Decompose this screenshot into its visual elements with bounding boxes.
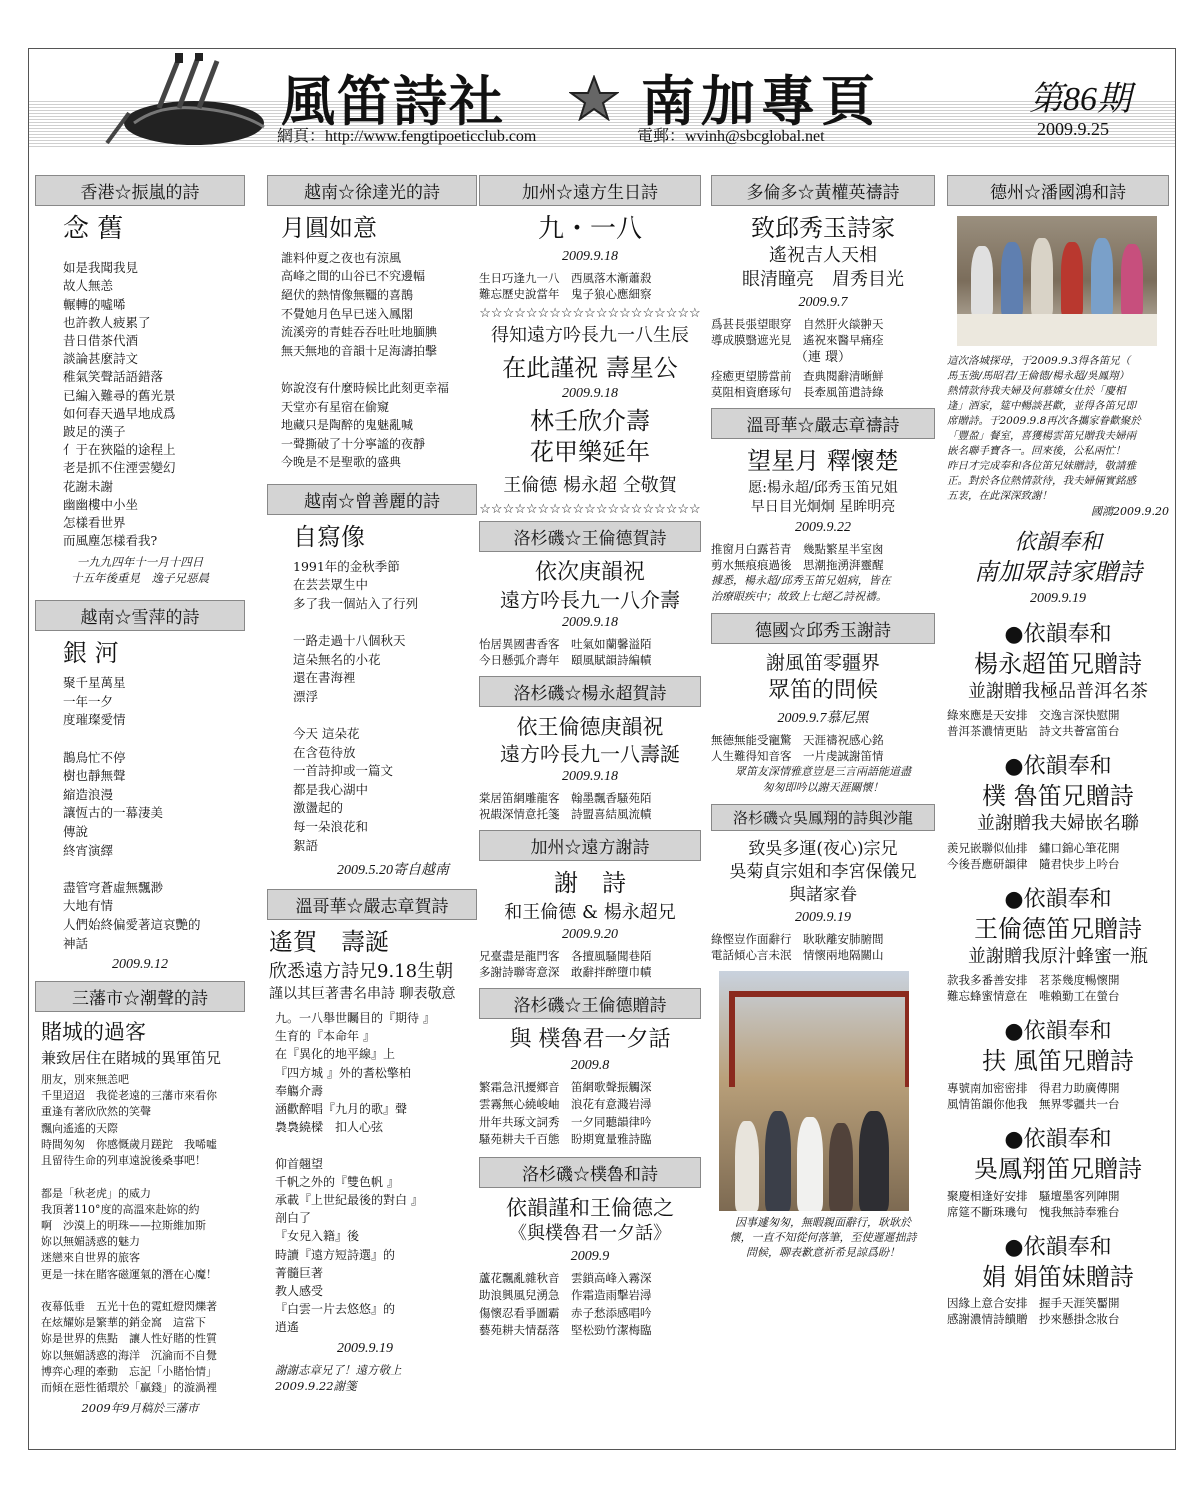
photo-person [1061, 242, 1083, 316]
poem-title: 致吳多運(夜心)宗兄 [748, 838, 898, 859]
section-header: 加州☆遠方謝詩 [479, 830, 701, 861]
poem-body: 九。一八舉世矚目的『期待 』 生育的『本命年 』 在『異化的地平線』上 『四方城 』外的耆松擎柏 奉觴介壽 涵歡醉唱『九月的歌』聲 裊裊繞樑 扣人心弦 仰首翹望 千帆之外的『雙色帆 』 承載『上世紀最後的對白 』 剖白了 『女兒入籍』後 時讀『遠方短詩選』的 菁髓巨著 教人感受 『白雲一片去悠悠』的 逍遙 [275, 1011, 435, 1335]
heading: 南加眾詩家贈詩 [974, 558, 1142, 587]
photo-person [1001, 242, 1023, 316]
section-header: 越南☆徐達光的詩 [267, 175, 477, 206]
greeting-line: 花甲樂延年 [530, 438, 650, 467]
poem-body: 1991年的金秋季節 在芸芸眾生中 多了我一個站入了行列 一路走過十八個秋天 這朵無名的小花 還在書海裡 漂浮 今天 這朵花 在含苞待放 一首詩抑或一篇文 都是我心湖中 激盪起的 每一朵浪花和 絮語 [293, 558, 419, 853]
poem-subtitle: 愿:楊永超/邱秀玉笛兄姐 [748, 479, 898, 496]
poem-date: 2009.9.7慕尼黑 [777, 710, 869, 726]
section-header: 洛杉磯☆王倫德贈詩 [479, 988, 701, 1019]
section-header: 洛杉磯☆王倫德賀詩 [479, 521, 701, 552]
poem-subtitle: 遙祝吉人天相 [769, 244, 877, 266]
column-3 [479, 175, 701, 1445]
issue-number: 第86期 [1029, 81, 1131, 118]
poem-body: 兄臺盡是龍門客 各擅風騷聞巷陌 多謝詩聯寄意深 敢辭拌醉墮巾幘 [479, 949, 652, 980]
poem-subtitle: 並謝贈我原汁蜂蜜一瓶 [968, 945, 1148, 967]
masthead [29, 49, 1175, 161]
poem-body: 推窗月白露苔青 幾點繁星半室囪 剪水無痕痕過後 思潮拖湧湃靈醒 [711, 541, 884, 572]
heading: 依韻奉和 [1013, 530, 1102, 555]
poem-body: 如是我聞我見 故人無恙 輾轉的噓唏 也許教人疲累了 昔日借茶代酒 談論甚麼詩文 稚氣笑聲話語錯落 已編入難尋的舊光景 如何春天過早地成爲 跛足的漢子 亻于在狹隘的途程上 老是抓不住湮雲變幻 花謝未謝 幽幽樓中小坐 怎樣看世界 而風塵怎樣看我? [63, 260, 176, 549]
poem-body: 羨兄嵌聯似仙排 繡口錦心筆花開 今後吾應研韻律 隨君快步上吟台 [947, 840, 1120, 871]
poem-body: 聚千星萬星 一年一夕 度璀璨愛情 鵲鳥忙不停 樹也靜無聲 縮造浪漫 讓恆古的一幕淒美 傳說 終宵演繹 盡管穹蒼虛無飄渺 大地有情 人們始終偏愛著這哀艷的 神話 [63, 675, 201, 951]
photo-person [735, 1121, 759, 1211]
poem-heading: ●依韻奉和 [1004, 886, 1112, 912]
poem-title: 遙賀 壽誕 [269, 928, 389, 957]
photo-person [829, 1123, 853, 1211]
section-header: 洛杉磯☆楊永超賀詩 [479, 676, 701, 707]
poem-title: 與 樸魯君一夕話 [509, 1027, 671, 1053]
star-icon [569, 75, 619, 121]
poem-title: 遠方吟長九一八壽誕 [500, 742, 680, 767]
photo-person [971, 246, 993, 316]
poem-date: 2009.9.19 [337, 1340, 393, 1356]
poem-heading: ●依韻奉和 [1004, 1019, 1112, 1045]
photo-table [957, 314, 1157, 346]
poem-title: 銀 河 [63, 639, 119, 668]
section-header: 越南☆雪萍的詩 [35, 600, 245, 631]
poem-subtitle: 眼清瞳亮 眉秀目光 [742, 269, 904, 291]
continued-label: （連 環） [794, 349, 852, 365]
photo-person [1091, 238, 1113, 316]
poem-body: 蘆花飄亂雜秋音 雲鎖高峰入霧深 助浪興風兒湧急 作霜造雨擊岩潯 傷懷忍看爭圖霸 赤子愁添感唱吟 藝苑耕夫情磊落 堅松勁竹潔梅臨 [479, 1270, 652, 1338]
poem-subtitle: 並謝贈我夫婦嵌名聯 [977, 813, 1139, 835]
section-header: 德國☆邱秀玉謝詩 [711, 613, 935, 644]
poem-title: 謝 詩 [554, 869, 626, 898]
masthead-title-right: 南加專頁 [641, 72, 881, 132]
section-header: 溫哥華☆嚴志章禱詩 [711, 408, 935, 439]
poem-body: 綠來應是天安排 交逸言深快慰開 普洱茶濃情更貼 詩文共薈富笛台 [947, 708, 1120, 739]
poem-title: 月圓如意 [281, 214, 377, 242]
newspaper-page [28, 48, 1176, 1450]
poem-body: 棠居笛網雕龍客 翰墨飄香騷苑陌 祝嘏深情意托箋 詩盟喜結風流幘 [479, 791, 652, 822]
section-header: 多倫多☆黃權英禱詩 [711, 175, 935, 206]
poem-title: 謝風笛零疆界 [765, 651, 880, 674]
greeting-signature: 王倫德 楊永超 仝敬賀 [503, 475, 677, 497]
poem-heading: ●依韻奉和 [1004, 1234, 1112, 1260]
poem-note: 一九九四年十一月十四日 十五年後重見 逸子兄惡晨 [71, 555, 209, 586]
poem-heading: ●依韻奉和 [1004, 1126, 1112, 1152]
greeting-title: 在此謹祝 壽星公 [502, 353, 678, 382]
poem-date: 2009.9 [570, 1248, 610, 1264]
poem-title: 娟 娟笛妹贈詩 [982, 1262, 1134, 1291]
star-divider: ☆☆☆☆☆☆☆☆☆☆☆☆☆☆☆☆☆☆☆ [479, 501, 701, 517]
poem-title: 賭城的過客 [41, 1020, 146, 1045]
poem-body: 聚慶相逢好安排 騷壇墨客列陣開 席筵不斷珠璣句 愧我無詩奉雅台 [947, 1188, 1120, 1219]
poem-title: 吳鳳翔笛兄贈詩 [974, 1154, 1142, 1183]
poem-subtitle: 早日目光炯炯 星眸明亮 [750, 499, 896, 516]
photo-caption: 因事遽匆匆，無暇親面辭行，耿耿於 懷，一直不知從何落筆，至使遲遲拙詩 問候，聊表歉意祈希見諒爲盼！ [729, 1215, 917, 1259]
column-2 [267, 175, 477, 1445]
poem-title: 吳菊貞宗姐和李宮保儀兄 [729, 862, 917, 883]
poem-title: 王倫德笛兄贈詩 [974, 914, 1142, 943]
poem-date: 2009.9.18 [562, 249, 618, 265]
group-photo-street [719, 971, 909, 1211]
poem-body: 誰料仲夏之夜也有涼風 高峰之間的山谷已不究邊幅 絕伏的熱情像無韁的喜鵲 不覺她月色早已迷入鳳閣 流溪旁的青蛙吞吞吐吐地腼腆 無天無地的音韻十足海濤拍擊 妳說沒有什麼時候比此刻更幸福 天堂亦有星宿在偷窺 地藏只是陶醉的鬼魅亂喊 一聲撕破了十分寧謐的夜靜 今晚是不是聖歌的盛典 [281, 250, 450, 470]
poem-title: 樸 魯笛兄贈詩 [982, 782, 1134, 811]
poem-heading: ●依韻奉和 [1004, 754, 1112, 780]
poem-date: 2009.9.12 [112, 957, 168, 973]
section-header: 溫哥華☆嚴志章賀詩 [267, 889, 477, 920]
section-header: 德州☆潘國鴻和詩 [947, 175, 1169, 206]
poem-date: 2009.9.20 [562, 927, 618, 943]
website-text: 網頁：http://www.fengtipoeticclub.com [277, 128, 537, 145]
issue-date: 2009.9.25 [1037, 119, 1109, 139]
poem-title: 念 舊 [63, 214, 124, 244]
poem-heading: ●依韻奉和 [1004, 622, 1112, 648]
section-header: 洛杉磯☆樸魯和詩 [479, 1157, 701, 1188]
section-header: 加州☆遠方生日詩 [479, 175, 701, 206]
star-divider: ☆☆☆☆☆☆☆☆☆☆☆☆☆☆☆☆☆☆☆ [479, 306, 701, 322]
poem-subtitle: 和王倫德 & 楊永超兄 [504, 901, 676, 923]
section-header: 洛杉磯☆吳鳳翔的詩與沙龍 [711, 804, 935, 831]
poem-title: 依次庚韻祝 [534, 559, 645, 585]
poem-date: 2009.9.18 [562, 386, 618, 402]
section-header: 越南☆曾善麗的詩 [267, 484, 477, 515]
poem-title: 遠方吟長九一八介壽 [500, 587, 680, 612]
poem-body: 無德無能受寵驚 天涯禱祝感心銘 人生難得知音客 一片虔誠謝笛情 [711, 732, 884, 763]
column-1 [35, 175, 245, 1445]
bagpipe-icon [99, 53, 279, 153]
photo-person [859, 1111, 889, 1211]
poem-title: 楊永超笛兄贈詩 [974, 650, 1142, 679]
heading-date: 2009.9.19 [1030, 591, 1086, 607]
poem-title: 依王倫德庚韻祝 [516, 714, 664, 739]
poem-subtitle: 兼致居住在賭城的異軍笛兄 [41, 1049, 222, 1068]
column-4 [711, 175, 935, 1445]
photo-person [1121, 244, 1143, 316]
poem-body: 因緣上意合安排 握手天涯笑靨開 感謝濃情詩饋贈 抄來懸掛念妝台 [947, 1296, 1120, 1327]
poem-title: 眾笛的問候 [767, 677, 878, 703]
poem-body: 痊癒更望勝當前 查典閱辭清晰鮮 莫阻相資磨琢句 長牽風笛遣詩綠 [711, 369, 884, 400]
poem-title: 望星月 釋懷楚 [747, 447, 899, 476]
poem-subtitle: 《與樸魯君一夕話》 [509, 1223, 671, 1245]
poem-note: 眾笛友深情雅意豈是三言兩語能道盡 匆匆即吟以謝天涯關懷！ [735, 764, 911, 794]
photo-person [765, 1111, 791, 1211]
photo-gate-shape [729, 991, 909, 1087]
poem-body: 爲甚長張望眼穿 自然肝火燄翀天 導成膜翳遮光見 遙祝來醫早痛痊 [711, 316, 884, 347]
poem-body: 綠慳豈作面辭行 耿耿離安肺腑間 電話傾心言未泯 情懷兩地隔關山 [711, 931, 884, 962]
poem-date: 2009.9.19 [795, 909, 851, 925]
email-text: 電郵：wvinh@sbcglobal.net [637, 128, 825, 145]
photo-person [797, 1117, 823, 1211]
poem-date: 2009.9.18 [562, 614, 618, 630]
poem-body: 生日巧逢九一八 西風落木漸蕭殺 難忘歷史說當年 鬼子狼心應細察 [479, 271, 652, 302]
poem-subtitle: 並謝贈我極品普洱名茶 [968, 680, 1148, 702]
poem-title: 扶 風笛兄贈詩 [982, 1047, 1134, 1076]
poem-date: 2009.9.18 [562, 769, 618, 785]
poem-date: 2009.5.20寄自越南 [337, 863, 449, 879]
intro-paragraph: 這次洛城探母，于2009.9.3得各笛兄（ 馬玉強/馬昭君/王倫德/楊永超/吳鳳翔） 熱情款待我夫婦及何慕嫦女仕於「慶相 逢」酒家，筵中暢談甚歡，並得各笛兄即 席贈詩。于2009.9.8再次各攜家眷歡聚於 「豐盈」餐室，喜獲楊雲笛兄贈我夫婦兩 嵌名聯手寶各一。回來後，公私兩忙！ 昨日才完成奉和各位笛兄妹贈詩，敬請雅 正。對於各位熱情款待，我夫婦倆實銘感 五衷，在此深深致謝！ [947, 355, 1141, 502]
poem-title: 與諸家眷 [789, 885, 857, 906]
poem-date: 2009.9.22 [795, 519, 851, 535]
poem-subtitle: 謹以其巨著書名串詩 聊表敬意 [269, 985, 456, 1002]
poem-body: 朋友，別來無恙吧 千里迢迢 我從老遠的三藩市來看你 重逢有著欣欣然的笑聲 飄向遙遙的天際 時間匆匆 你感慨歲月蹉跎 我唏噓 且留待生命的列車遠說後桑事吧！ 都是「秋老虎」的威力 我頂著110°度的高溫來赴妳的約 啊 沙漠上的明珠——拉斯維加斯 妳以無媚誘惑的魅力 迷戀來自世界的旅客 更是一抹在賭客磁運氣的潛在心魔！ 夜幕低垂 五光十色的霓虹燈閃爍著 在炫耀妳是繁華的銷金窩 這當下 妳是世界的焦點 讓人性好賭的性質 妳以無媚誘惑的海洋 沉淪而不自覺 博弈心理的牽動 忘記「小賭怡情」 而傾在惡性循環於「贏錢」的漩渦裡 [41, 1073, 217, 1394]
poem-body: 繁霜急汛擾鄉音 笛網歌聲振觸深 雲霧無心繞峻岫 浪花有意濺岩潯 卅年共琢文詞秀 一夕同聽韻律吟 騷苑耕夫千百態 盼期寬量雅詩臨 [479, 1079, 652, 1147]
masthead-title-left: 風笛詩社 [281, 72, 505, 132]
poem-note: 據悉，楊永超/邱秀玉笛兄姐病，皆在 治療眼疾中；故致上七絕乙詩祝禱。 [711, 573, 891, 603]
poem-title: 依韻謹和王倫德之 [506, 1195, 674, 1220]
poem-note: 謝謝志章兄了！遠方敬上 2009.9.22謝箋 [275, 1362, 402, 1393]
photo-person [1031, 238, 1053, 316]
poem-subtitle: 欣悉遠方詩兄9.18生朝 [269, 961, 454, 983]
poem-body: 款我多番善安排 茗茶幾度暢懷開 難忘蜂蜜情意在 唯賴勤工在螢台 [947, 973, 1120, 1004]
poem-body: 怡居異國書香客 吐氣如蘭馨溢陌 今日懸弧介壽年 頤風賦韻詩編幘 [479, 636, 652, 667]
poem-title: 致邱秀玉詩家 [751, 214, 895, 242]
poem-body: 專號南加密密排 得君力助廣傳開 風情笛韻你他我 無界零疆共一台 [947, 1080, 1120, 1111]
group-photo-restaurant [957, 216, 1157, 346]
poem-note: 2009年9月稿於三藩市 [81, 1401, 199, 1416]
poem-date: 2009.8 [570, 1057, 610, 1073]
column-5 [947, 175, 1169, 1445]
section-header: 香港☆振嵐的詩 [35, 175, 245, 206]
poem-title: 自寫像 [293, 522, 365, 551]
greeting-subtitle: 得知遠方吟長九一八生辰 [491, 325, 689, 347]
section-header: 三藩市☆潮聲的詩 [35, 981, 245, 1012]
greeting-line: 林壬欣介壽 [530, 407, 650, 436]
poem-title: 九・一八 [537, 214, 642, 244]
intro-signature: 國鴻2009.9.20 [1091, 505, 1169, 518]
poem-date: 2009.9.7 [798, 294, 848, 310]
